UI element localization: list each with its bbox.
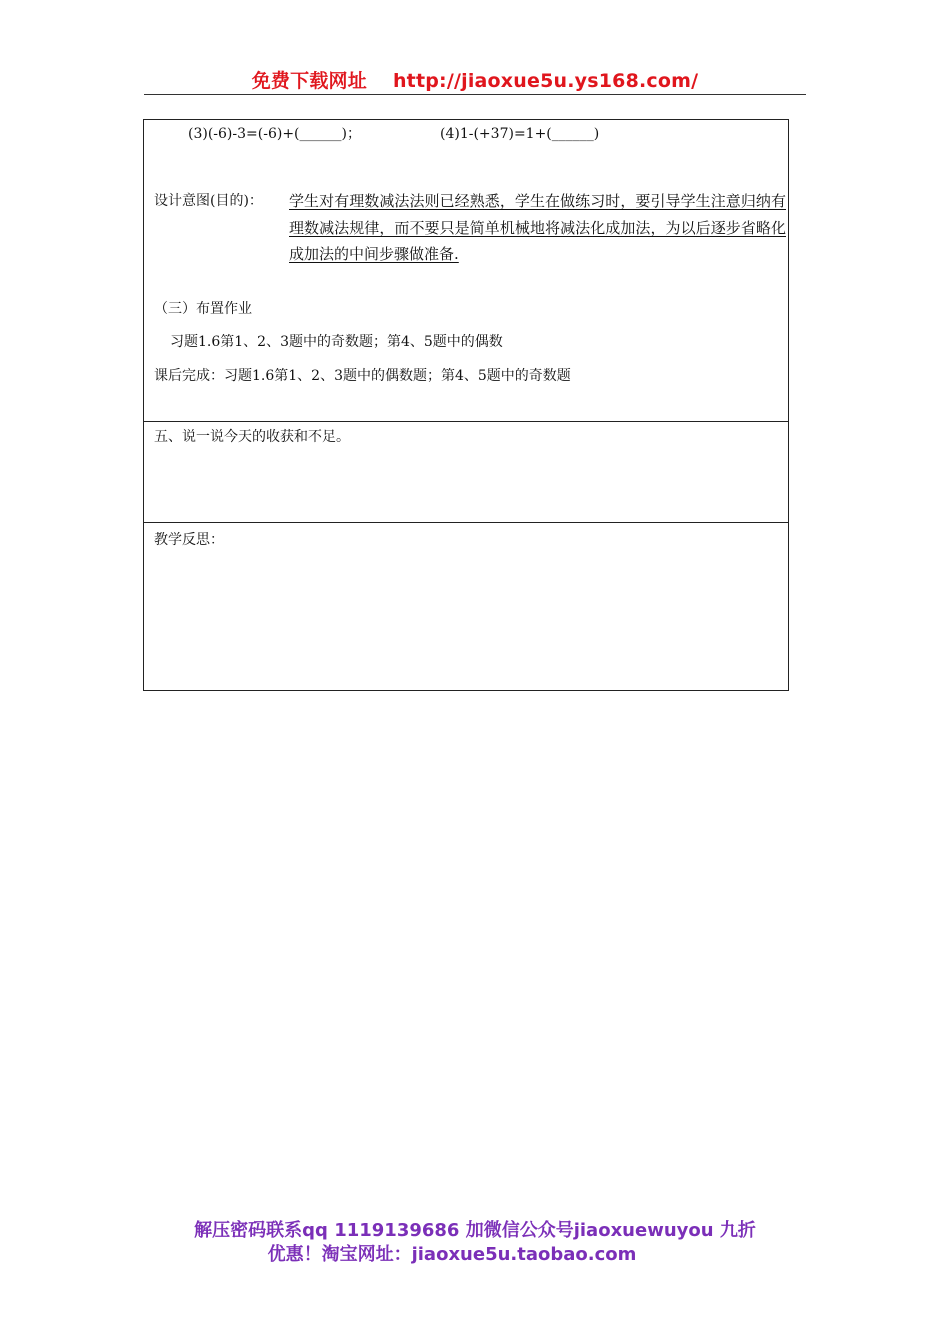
lesson-table <box>143 119 789 691</box>
summary-cell <box>144 422 788 523</box>
design-intent-label: 设计意图(目的)： <box>154 193 263 209</box>
page-footer <box>0 1219 950 1267</box>
header-url-link[interactable]: http://jiaoxue5u.ys168.com/ <box>392 70 699 92</box>
summary-prompt: 五、说一说今天的收获和不足。 <box>154 429 350 445</box>
exercise-equation-3: (3)(-6)-3=(-6)+(______)； <box>188 126 361 142</box>
exercise-cell <box>144 120 788 422</box>
exercise-equation-4: (4)1-(+37)=1+(______) <box>440 126 600 142</box>
header-title: 免费下载网址 <box>251 70 367 92</box>
homework-line-1: 习题1.6第1、2、3题中的奇数题；第4、5题中的偶数 <box>170 334 503 350</box>
homework-title: （三）布置作业 <box>154 301 252 317</box>
reflection-cell <box>144 523 788 690</box>
footer-line-2: 优惠！淘宝网址：jiaoxue5u.taobao.com <box>267 1244 637 1265</box>
page-header <box>0 66 950 93</box>
footer-line-1: 解压密码联系qq 1119139686 加微信公众号jiaoxuewuyou 九折 <box>194 1220 756 1241</box>
design-intent-text: 学生对有理数减法法则已经熟悉，学生在做练习时，要引导学生注意归纳有理数减法规律，而不要只是简单机械地将减法化成加法，为以后逐步省略化成加法的中间步骤做准备. <box>289 192 786 263</box>
homework-line-2: 课后完成：习题1.6第1、2、3题中的偶数题；第4、5题中的奇数题 <box>154 368 571 384</box>
header-divider <box>144 94 806 95</box>
reflection-label: 教学反思： <box>154 532 224 548</box>
